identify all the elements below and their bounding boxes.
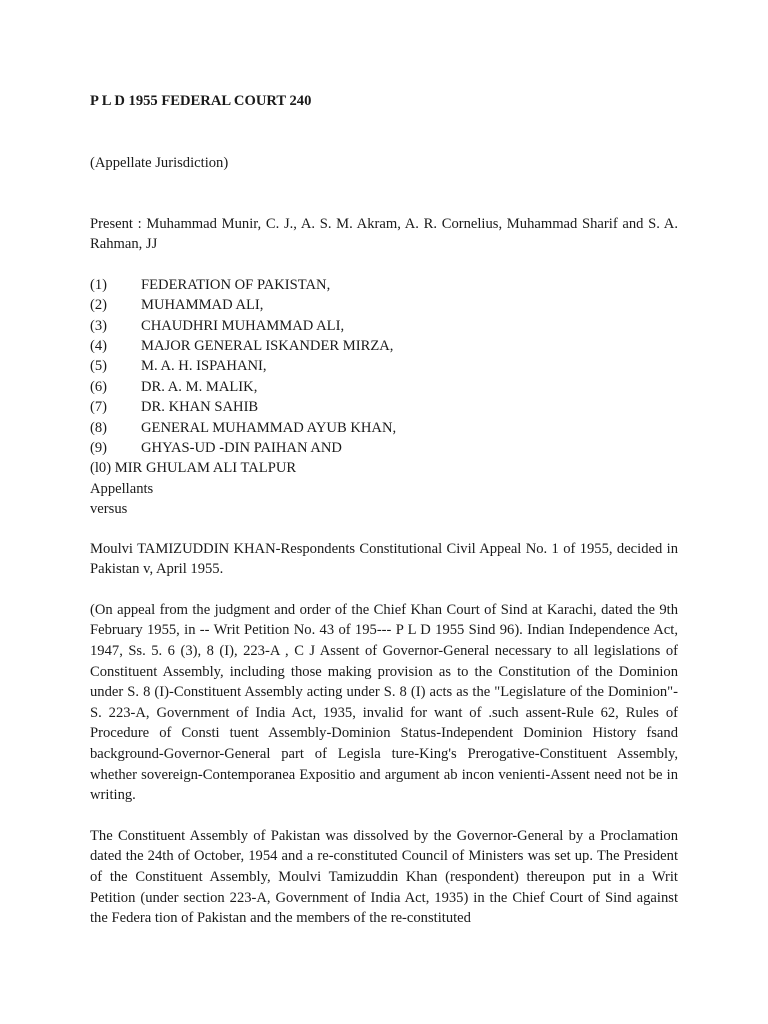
party-number: (9) [90, 439, 108, 456]
party-number: (6) [90, 378, 108, 395]
list-item [90, 336, 678, 356]
list-item [90, 295, 678, 315]
party-number: (2) [90, 297, 108, 314]
appeal-headnote-paragraph: (On appeal from the judgment and order of the Chief Khan Court of Sind at Karachi, dated the 9th February 1955, in -- Writ Petition No. 43 of 195--- P L D 1955 Sind 96). Indian Independence Act, 1947, Ss. 5. 6 (3), 8 (I), 223-A , C J Assent of Governor-General necessary to all legislations of Constituent Assembly, including those making provision as to the Constitution of the Dominion under S. 8 (I)-Constituent Assembly acting under S. 8 (I) acts as the "Legislature of the Dominion"-S. 223-A, Government of India Act, 1935, invalid for want of .such assent-Rule 62, Rules of Procedure of Consti tuent Assembly-Dominion Status-Independent Dominion History fsand background-Governor-General part of Legisla ture-King's Prerogative-Constituent Assembly, whether sovereign-Contemporanea Expositio and argument ab incon venienti-Assent need not be in writing. [90, 601, 678, 804]
versus-label: versus [90, 500, 128, 517]
party-name: GENERAL MUHAMMAD AYUB KHAN, [141, 419, 397, 436]
party-name: GHYAS-UD -DIN PAIHAN AND [141, 439, 342, 456]
list-item [90, 377, 678, 397]
list-item [90, 397, 678, 417]
case-citation-title: P L D 1955 FEDERAL COURT 240 [90, 93, 312, 109]
list-item [90, 316, 678, 336]
list-item [90, 356, 678, 376]
list-item [90, 418, 678, 438]
party-number: (3) [90, 317, 108, 334]
party-number: (4) [90, 337, 108, 354]
party-name: DR. A. M. MALIK, [141, 378, 258, 395]
party-number: (7) [90, 399, 108, 416]
list-item [90, 438, 678, 458]
document-page [90, 91, 678, 929]
facts-paragraph: The Constituent Assembly of Pakistan was dissolved by the Governor-General by a Proclamation dated the 24th of October, 1954 and a re-constituted Council of Ministers was set up. The President of the Constituent Assembly, Moulvi Tamizuddin Khan (respondent) thereupon put in a Writ Petition (under section 223-A, Government of India Act, 1935) in the Chief Court of Sind against the Federa tion of Pakistan and the members of the re-constituted [90, 827, 678, 927]
bench-present-line: Present : Muhammad Munir, C. J., A. S. M. Akram, A. R. Cornelius, Muhammad Sharif and S. A. Rahman, JJ [90, 215, 678, 253]
party-name: CHAUDHRI MUHAMMAD ALI, [141, 317, 345, 334]
party-name: M. A. H. ISPAHANI, [141, 358, 267, 375]
jurisdiction-line: (Appellate Jurisdiction) [90, 155, 229, 171]
party-name: DR. KHAN SAHIB [141, 399, 259, 416]
party-number: (5) [90, 358, 108, 375]
party-number: (8) [90, 419, 108, 436]
list-item [90, 275, 678, 295]
respondent-paragraph: Moulvi TAMIZUDDIN KHAN-Respondents Constitutional Civil Appeal No. 1 of 1955, decided in Pakistan v, April 1955. [90, 540, 678, 578]
party-name: MAJOR GENERAL ISKANDER MIRZA, [141, 337, 394, 354]
appellants-list [90, 275, 678, 459]
appellants-label: Appellants [90, 480, 154, 497]
last-party-line: (l0) MIR GHULAM ALI TALPUR [90, 460, 297, 477]
party-number: (1) [90, 276, 108, 293]
party-name: FEDERATION OF PAKISTAN, [141, 276, 331, 293]
party-name: MUHAMMAD ALI, [141, 297, 264, 314]
